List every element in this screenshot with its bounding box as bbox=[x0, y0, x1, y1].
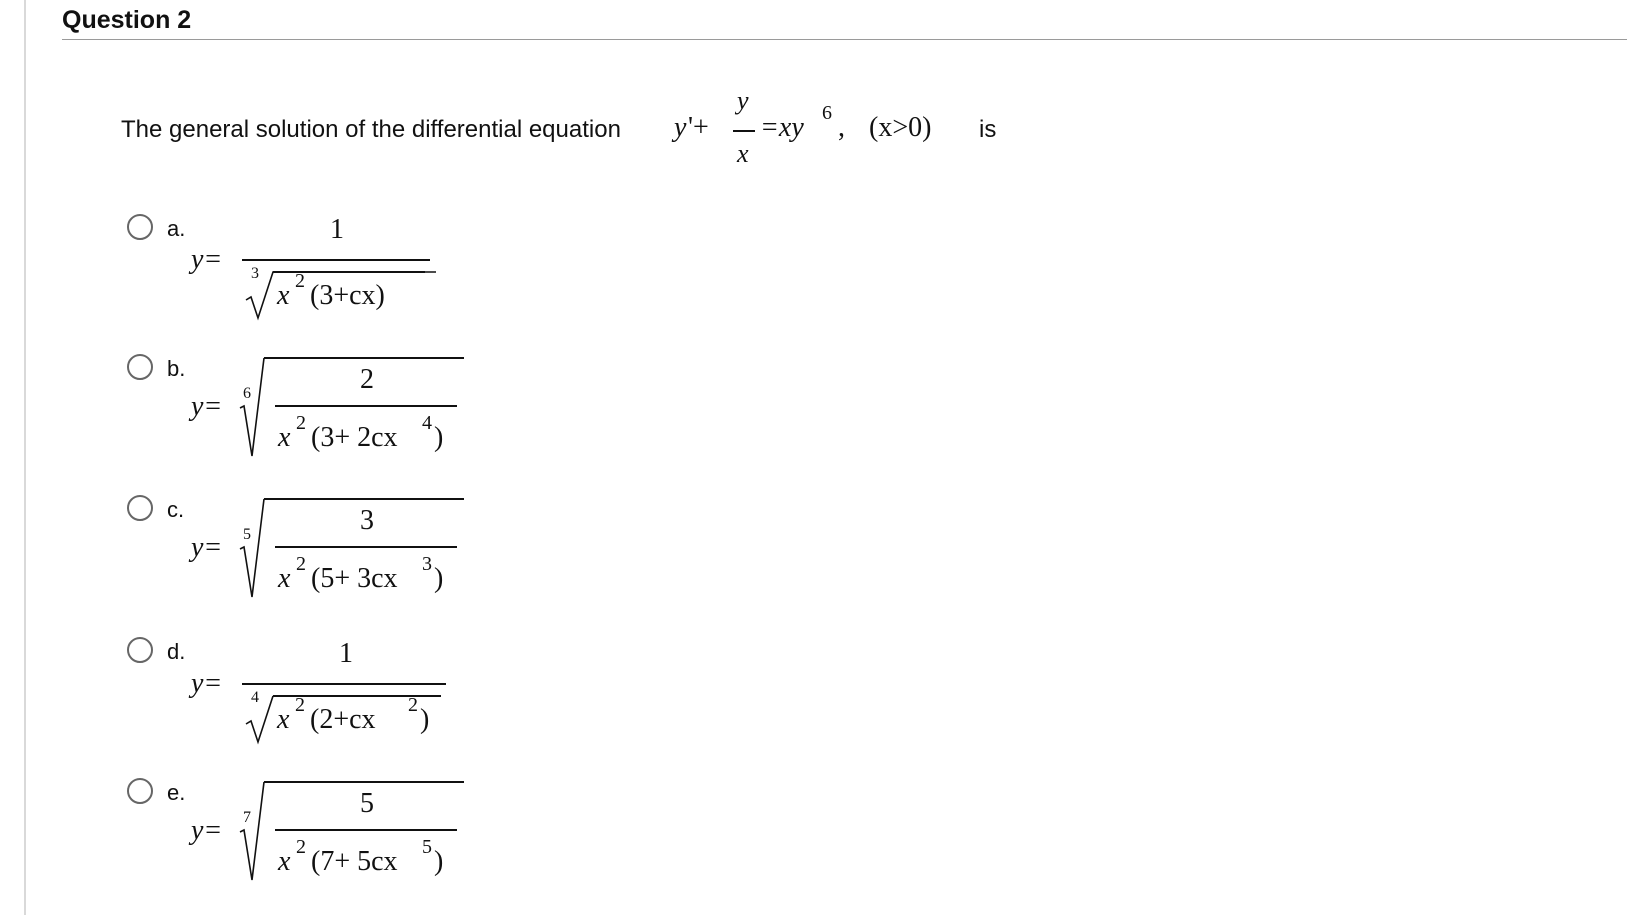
option-numerator: 2 bbox=[360, 364, 374, 395]
denominator-base: x bbox=[278, 846, 291, 877]
radio-button[interactable] bbox=[127, 354, 153, 380]
eq-frac-numerator: y bbox=[737, 86, 749, 115]
inner-exponent: 2 bbox=[408, 694, 418, 716]
fraction-bar bbox=[242, 259, 430, 261]
eq-comma: , bbox=[838, 112, 845, 143]
inner-exponent: 4 bbox=[422, 412, 432, 434]
option-numerator: 5 bbox=[360, 788, 374, 819]
fraction-bar bbox=[242, 683, 446, 685]
denominator-close: ) bbox=[434, 846, 444, 877]
denominator-rest: (3+cx) bbox=[310, 280, 385, 311]
radio-button[interactable] bbox=[127, 637, 153, 663]
option-lhs: y= bbox=[191, 815, 223, 846]
radical-overline bbox=[264, 498, 464, 500]
eq-rhs: =xy bbox=[760, 112, 804, 143]
option-numerator: 3 bbox=[360, 505, 374, 536]
radical-index: 3 bbox=[251, 265, 259, 282]
denominator-rest: (3+ 2cx bbox=[311, 422, 398, 453]
denominator-exponent: 2 bbox=[296, 836, 306, 858]
eq-frac-bar bbox=[733, 130, 755, 132]
denominator-close: ) bbox=[434, 422, 444, 453]
denominator-close: ) bbox=[420, 704, 430, 735]
denominator-rest: (2+cx bbox=[310, 704, 376, 735]
denominator-exponent: 2 bbox=[295, 270, 305, 292]
question-prompt-suffix: is bbox=[979, 116, 997, 143]
denominator-rest: (5+ 3cx bbox=[311, 563, 398, 594]
eq-condition: (x>0) bbox=[869, 112, 932, 143]
radio-button[interactable] bbox=[127, 214, 153, 240]
radical-index: 6 bbox=[243, 385, 251, 402]
radical-index: 7 bbox=[243, 809, 251, 826]
denominator-base: x bbox=[277, 280, 290, 311]
denominator-exponent: 2 bbox=[296, 553, 306, 575]
option-letter: c. bbox=[167, 497, 185, 522]
radical-sign bbox=[240, 356, 270, 460]
fraction-bar bbox=[275, 405, 457, 407]
option-lhs: y= bbox=[191, 391, 223, 422]
denominator-close: ) bbox=[434, 563, 444, 594]
option-numerator: 1 bbox=[330, 214, 344, 245]
question-prompt: The general solution of the differential equation bbox=[121, 116, 621, 143]
option-letter: d. bbox=[167, 639, 186, 664]
eq-frac-denominator: x bbox=[737, 139, 749, 168]
fraction-bar bbox=[275, 546, 457, 548]
denominator-base: x bbox=[277, 704, 290, 735]
denominator-base: x bbox=[278, 422, 291, 453]
page-left-border bbox=[24, 0, 26, 915]
eq-y: y bbox=[674, 112, 687, 143]
eq-rhs-exponent: 6 bbox=[822, 102, 832, 124]
eq-prime-plus: '+ bbox=[688, 112, 709, 143]
radical-sign bbox=[240, 780, 270, 884]
denominator-base: x bbox=[278, 563, 291, 594]
radical-overline bbox=[264, 781, 464, 783]
option-lhs: y= bbox=[191, 532, 223, 563]
option-letter: a. bbox=[167, 216, 186, 241]
radical-overline bbox=[264, 357, 464, 359]
radical-index: 4 bbox=[251, 689, 259, 706]
inner-exponent: 5 bbox=[422, 836, 432, 858]
radio-button[interactable] bbox=[127, 778, 153, 804]
radio-button[interactable] bbox=[127, 495, 153, 521]
denominator-exponent: 2 bbox=[295, 694, 305, 716]
question-title: Question 2 bbox=[62, 6, 192, 34]
option-lhs: y= bbox=[191, 668, 223, 699]
fraction-bar bbox=[275, 829, 457, 831]
radical-index: 5 bbox=[243, 526, 251, 543]
option-numerator: 1 bbox=[339, 638, 353, 669]
option-letter: b. bbox=[167, 356, 186, 381]
option-letter: e. bbox=[167, 780, 186, 805]
option-lhs: y= bbox=[191, 244, 223, 275]
inner-exponent: 3 bbox=[422, 553, 432, 575]
denominator-exponent: 2 bbox=[296, 412, 306, 434]
title-divider bbox=[62, 39, 1627, 40]
radical-sign bbox=[240, 497, 270, 601]
denominator-rest: (7+ 5cx bbox=[311, 846, 398, 877]
